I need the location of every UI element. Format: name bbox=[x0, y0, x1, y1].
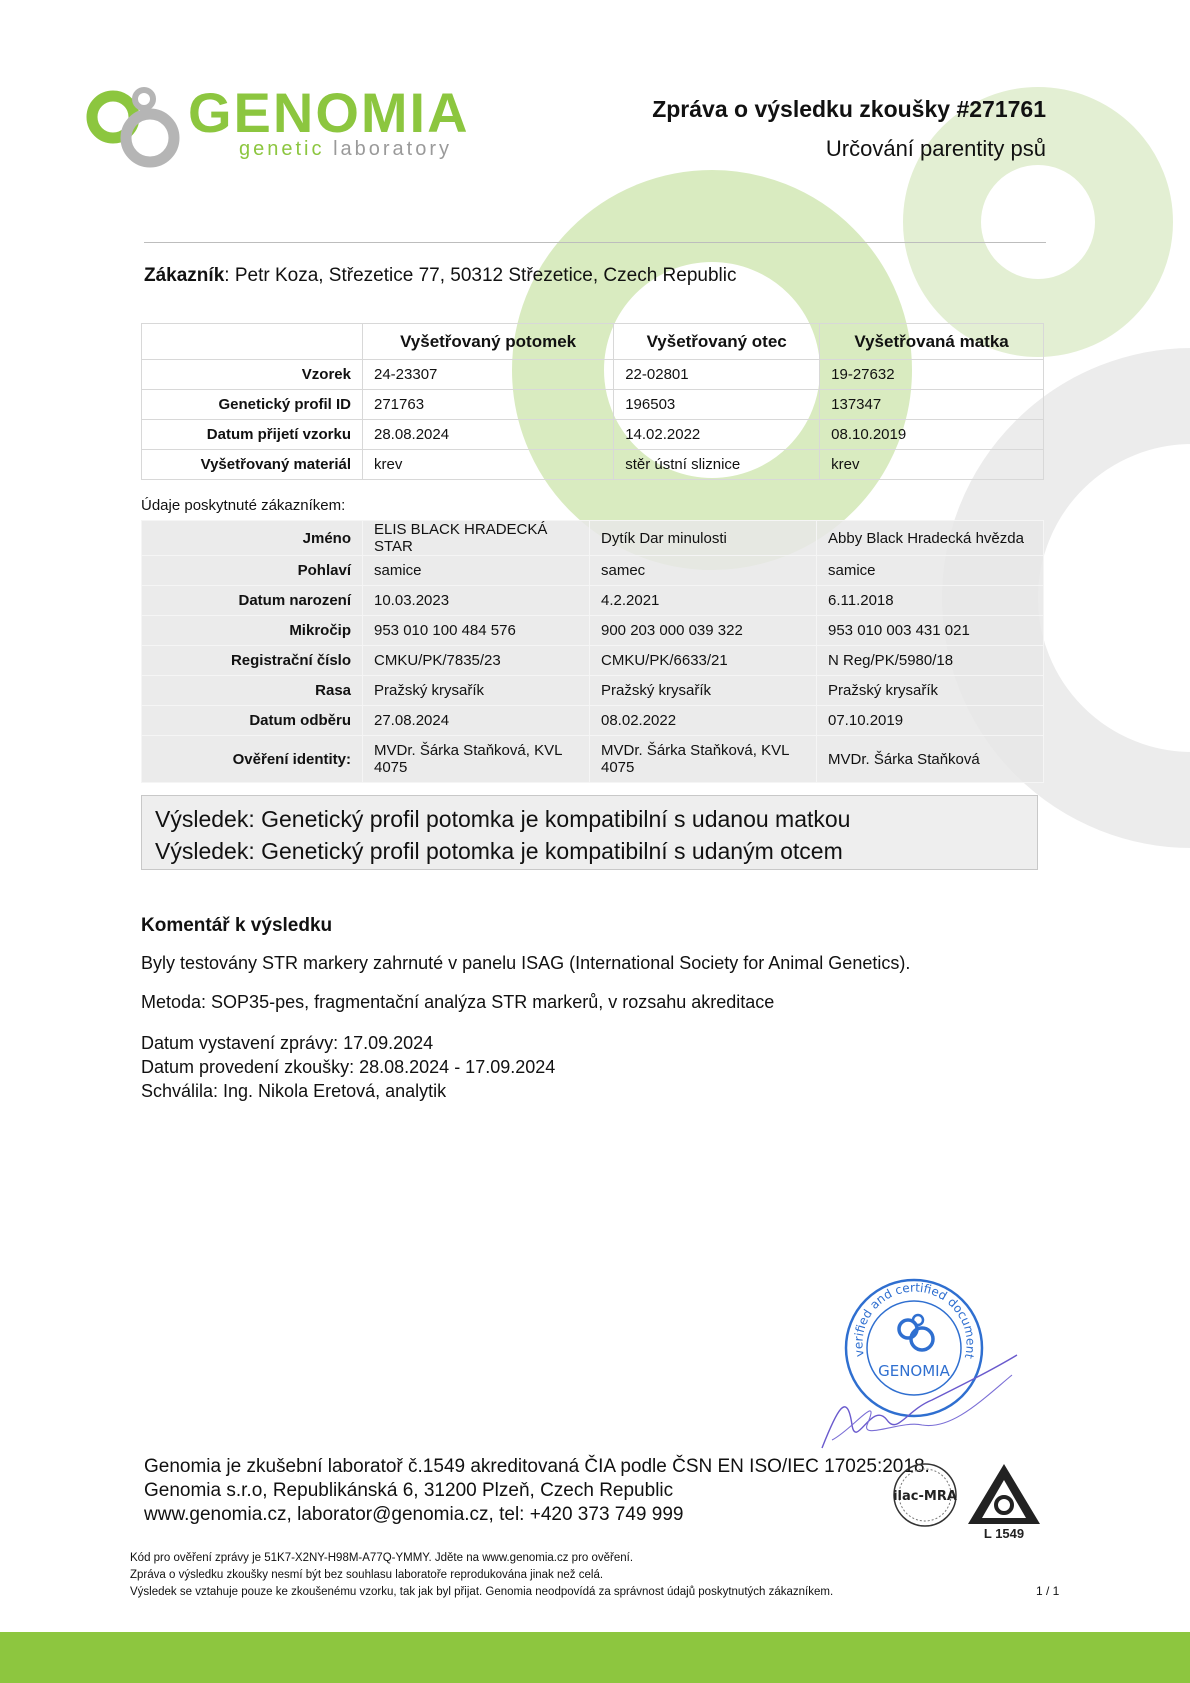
table-row bbox=[142, 616, 1044, 646]
stamp-name: GENOMIA bbox=[878, 1362, 950, 1380]
table-cell: MVDr. Šárka Staňková, KVL 4075 bbox=[363, 736, 590, 783]
result-father: Výsledek: Genetický profil potomka je kompatibilní s udaným otcem bbox=[155, 838, 843, 864]
table-row bbox=[142, 450, 1044, 480]
table-row bbox=[142, 521, 1044, 556]
row-label: Mikročip bbox=[142, 616, 363, 646]
table-cell: 14.02.2022 bbox=[614, 420, 820, 450]
table-cell: 137347 bbox=[820, 390, 1044, 420]
table-cell: 19-27632 bbox=[820, 360, 1044, 390]
customer-data-table bbox=[141, 520, 1044, 783]
sample-table bbox=[141, 323, 1044, 480]
row-label: Vzorek bbox=[142, 360, 363, 390]
row-label: Vyšetřovaný materiál bbox=[142, 450, 363, 480]
row-label: Datum odběru bbox=[142, 706, 363, 736]
table-cell: samice bbox=[817, 556, 1044, 586]
table-cell: 24-23307 bbox=[363, 360, 614, 390]
signature bbox=[812, 1330, 1022, 1450]
genomia-logo bbox=[86, 81, 506, 176]
result-mother: Výsledek: Genetický profil potomka je kompatibilní s udanou matkou bbox=[155, 806, 851, 832]
table-cell: samec bbox=[590, 556, 817, 586]
row-label: Jméno bbox=[142, 521, 363, 556]
table-cell: Pražský krysařík bbox=[817, 676, 1044, 706]
comment-markers: Byly testovány STR markery zahrnuté v panelu ISAG (International Society for Animal Genetics). bbox=[141, 953, 911, 973]
contact-line: www.genomia.cz, laborator@genomia.cz, tel: +420 373 749 999 bbox=[144, 1504, 684, 1525]
report-meta bbox=[141, 1031, 555, 1103]
decorative-ring-green-right bbox=[903, 87, 1173, 357]
svg-text:ilac-MRA: ilac-MRA bbox=[893, 1489, 957, 1504]
row-label: Genetický profil ID bbox=[142, 390, 363, 420]
verification-code-note: Kód pro ověření zprávy je 51K7-X2NY-H98M-A77Q-YMMY. Jděte na www.genomia.cz pro ověření. bbox=[130, 1552, 634, 1564]
comment-title: Komentář k výsledku bbox=[141, 915, 333, 936]
row-label: Datum přijetí vzorku bbox=[142, 420, 363, 450]
table-cell: CMKU/PK/6633/21 bbox=[590, 646, 817, 676]
table-header-cell: Vyšetřovaná matka bbox=[820, 324, 1044, 360]
table-cell: 271763 bbox=[363, 390, 614, 420]
customer-line bbox=[144, 265, 736, 287]
table-cell: 953 010 003 431 021 bbox=[817, 616, 1044, 646]
logo-tagline: genetic laboratory bbox=[239, 138, 452, 160]
liability-note: Výsledek se vztahuje pouze ke zkoušenému vzorku, tak jak byl přijat. Genomia neodpovídá za správnost údajů poskytnutých zákazníkem. bbox=[130, 1586, 834, 1598]
table-header-cell: Vyšetřovaný potomek bbox=[363, 324, 614, 360]
table-header-row bbox=[142, 324, 1044, 360]
accreditation-line: Genomia je zkušební laboratoř č.1549 akreditovaná ČIA podle ČSN EN ISO/IEC 17025:2018. bbox=[144, 1456, 930, 1477]
divider bbox=[144, 242, 1046, 243]
table-cell: stěr ústní sliznice bbox=[614, 450, 820, 480]
table-row bbox=[142, 556, 1044, 586]
table-cell: 22-02801 bbox=[614, 360, 820, 390]
row-label: Registrační číslo bbox=[142, 646, 363, 676]
table-cell: 28.08.2024 bbox=[363, 420, 614, 450]
report-title: Zpráva o výsledku zkoušky #271761 bbox=[652, 96, 1046, 122]
issue-date: Datum vystavení zprávy: 17.09.2024 bbox=[141, 1033, 434, 1053]
table-cell: 953 010 100 484 576 bbox=[363, 616, 590, 646]
stamp-ring-text: verified and certified document bbox=[851, 1280, 978, 1361]
table-cell: krev bbox=[363, 450, 614, 480]
comment-method: Metoda: SOP35-pes, fragmentační analýza STR markerů, v rozsahu akreditace bbox=[141, 992, 775, 1012]
table-cell: ELIS BLACK HRADECKÁ STAR bbox=[363, 521, 590, 556]
table-row bbox=[142, 646, 1044, 676]
table-row bbox=[142, 420, 1044, 450]
legal-notes bbox=[130, 1550, 833, 1601]
table-cell: N Reg/PK/5980/18 bbox=[817, 646, 1044, 676]
row-label: Ověření identity: bbox=[142, 736, 363, 783]
accreditation-info bbox=[144, 1455, 930, 1527]
table-cell: CMKU/PK/7835/23 bbox=[363, 646, 590, 676]
page-number: 1 / 1 bbox=[1036, 1584, 1060, 1598]
table-row bbox=[142, 586, 1044, 616]
table-row bbox=[142, 706, 1044, 736]
report-subtitle: Určování parentity psů bbox=[825, 136, 1046, 161]
row-label: Rasa bbox=[142, 676, 363, 706]
row-label: Pohlaví bbox=[142, 556, 363, 586]
logo-wordmark: GENOMIA bbox=[188, 81, 470, 144]
footer-bar bbox=[0, 1632, 1190, 1683]
table-cell: 27.08.2024 bbox=[363, 706, 590, 736]
table-cell: krev bbox=[820, 450, 1044, 480]
table-row bbox=[142, 736, 1044, 783]
table-cell: 08.02.2022 bbox=[590, 706, 817, 736]
cia-accreditation-logo bbox=[964, 1460, 1044, 1540]
address-line: Genomia s.r.o, Republikánská 6, 31200 Plzeň, Czech Republic bbox=[144, 1480, 674, 1501]
table-cell: 900 203 000 039 322 bbox=[590, 616, 817, 646]
reproduction-note: Zpráva o výsledku zkoušky nesmí být bez souhlasu laboratoře reprodukována jinak než celá. bbox=[130, 1569, 604, 1581]
table-cell: Pražský krysařík bbox=[590, 676, 817, 706]
customer-label: Zákazník bbox=[144, 265, 225, 286]
table-cell: Abby Black Hradecká hvězda bbox=[817, 521, 1044, 556]
result-box bbox=[141, 795, 1038, 870]
table-cell: 07.10.2019 bbox=[817, 706, 1044, 736]
table-row bbox=[142, 676, 1044, 706]
ilac-mra-logo bbox=[892, 1462, 958, 1528]
row-label: Datum narození bbox=[142, 586, 363, 616]
genomia-logo-icon bbox=[86, 86, 186, 176]
table-cell: 196503 bbox=[614, 390, 820, 420]
table-header-cell bbox=[142, 324, 363, 360]
test-dates: Datum provedení zkoušky: 28.08.2024 - 17.09.2024 bbox=[141, 1057, 556, 1077]
table-cell: MVDr. Šárka Staňková bbox=[817, 736, 1044, 783]
table-cell: 10.03.2023 bbox=[363, 586, 590, 616]
table-cell: Dytík Dar minulosti bbox=[590, 521, 817, 556]
customer-value: : Petr Koza, Střezetice 77, 50312 Střezetice, Czech Republic bbox=[224, 265, 737, 286]
table-cell: 6.11.2018 bbox=[817, 586, 1044, 616]
table-cell: 4.2.2021 bbox=[590, 586, 817, 616]
table-cell: MVDr. Šárka Staňková, KVL 4075 bbox=[590, 736, 817, 783]
provided-by-customer-label: Údaje poskytnuté zákazníkem: bbox=[141, 497, 346, 514]
table-row bbox=[142, 360, 1044, 390]
cia-code: L 1549 bbox=[983, 1526, 1025, 1540]
table-row bbox=[142, 390, 1044, 420]
table-cell: samice bbox=[363, 556, 590, 586]
table-cell: Pražský krysařík bbox=[363, 676, 590, 706]
table-header-cell: Vyšetřovaný otec bbox=[614, 324, 820, 360]
approved-by: Schválila: Ing. Nikola Eretová, analytik bbox=[141, 1081, 447, 1101]
table-cell: 08.10.2019 bbox=[820, 420, 1044, 450]
